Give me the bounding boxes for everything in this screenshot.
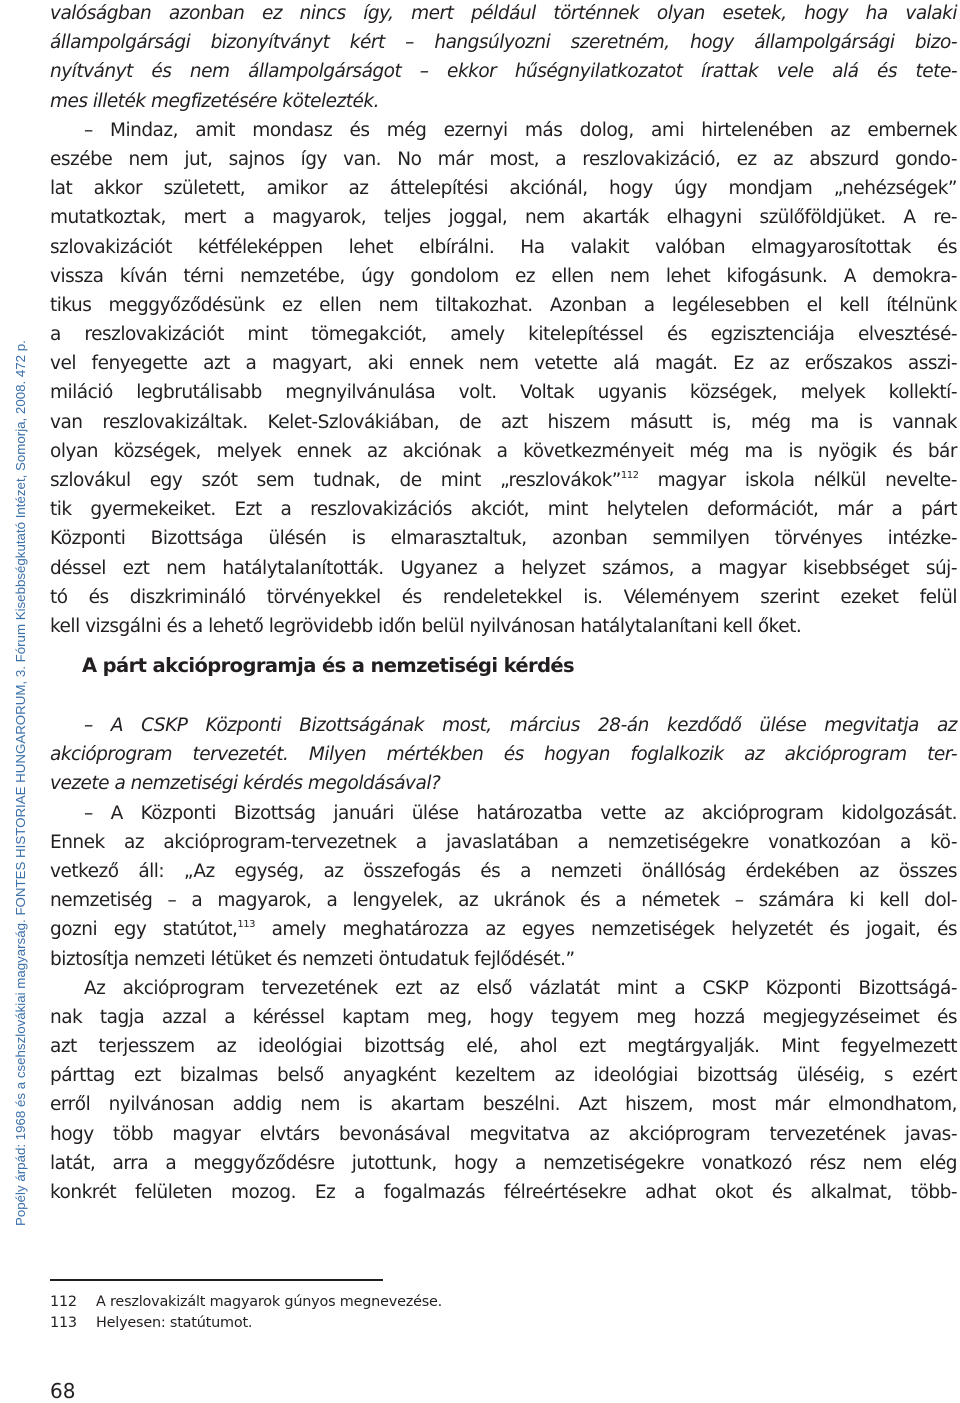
- footnote-text: Helyesen: statútumot.: [96, 1315, 253, 1331]
- text-line: mutatkoztak, mert a magyarok, teljes joggal, nem akarták elhagyni szülőföldjüket. A re-: [50, 207, 957, 229]
- answer-paragraph: [50, 799, 957, 974]
- paragraph-2: [50, 116, 957, 641]
- text-line: erről nyilvánosan addig nem is akartam beszélni. Azt hiszem, most már elmondhatom,: [50, 1094, 957, 1116]
- text-segment: magyar iskola nélkül nevelte-: [638, 470, 957, 491]
- text-line: – Mindaz, amit mondasz és még ezernyi más dolog, ami hirtelenében az embernek: [84, 119, 957, 141]
- citation-sidebar: Popély árpád: 1968 és a csehszlovákiai magyarság. FONTES HISTORIAE HUNGARORUM, 3. Fórum Kisebbségkutató Intézet, Somorja, 2008. 472 p.: [13, 340, 28, 1226]
- text-line: hogy több magyar elvtárs bevonásával megvitatva az akcióprogram tervezetének javas-: [50, 1123, 957, 1145]
- paragraph-1: [50, 0, 957, 116]
- footnote-ref-113[interactable]: 113: [237, 919, 255, 931]
- text-line-footnote-113: [50, 915, 957, 944]
- text-line: vetkező áll: „Az egység, az összefogás és a nemzeti önállóság érdekében az összes: [50, 860, 957, 882]
- footnote-number: 113: [50, 1315, 77, 1331]
- footnote-113: [50, 1313, 252, 1333]
- text-line: konkrét felületen mozog. Ez a fogalmazás félreértésekre adhat okot és alkalmat, több-: [50, 1182, 957, 1203]
- body-text: [50, 0, 957, 641]
- text-line: nak tagja azzal a kéréssel kaptam meg, hogy tegyem meg hozzá megjegyzéseimet és: [50, 1006, 957, 1028]
- text-line: miláció legbrutálisabb megnyilvánulása volt. Voltak ugyanis községek, melyek kollektí-: [50, 382, 957, 404]
- text-line: olyan községek, melyek ennek az akciónak a következményeit még ma is nyögik és bár: [50, 440, 957, 462]
- text-line: lat akkor született, amikor az áttelepítési akciónál, hogy úgy mondjam „nehézségek”: [50, 178, 957, 200]
- text-line: nyítványt és nem állampolgárságot – ekkor hűségnyilatkozatot írattak vele alá és tete-: [50, 61, 957, 83]
- text-line: állampolgársági bizonyítványt kért – hangsúlyozni szeretném, hogy állampolgársági bizo-: [50, 32, 957, 54]
- footnote-divider: [50, 1279, 383, 1281]
- text-line: szlovakizációt kétféleképpen lehet elbírálni. Ha valakit valóban elmagyarosítottak és: [50, 236, 957, 258]
- question-paragraph: [50, 711, 957, 799]
- text-line: valóságban azonban ez nincs így, mert például történnek olyan esetek, hogy ha valaki: [50, 3, 957, 24]
- text-line: Az akcióprogram tervezetének ezt az első vázlatát mint a CSKP Központi Bizottságá-: [84, 977, 957, 999]
- text-line: van reszlovakizáltak. Kelet-Szlovákiában, de azt hiszem másutt is, még ma is vannak: [50, 411, 957, 433]
- text-segment: szlovákul egy szót sem tudnak, de mint „reszlovákok”: [50, 470, 621, 491]
- text-line: latát, arra a meggyőződésre jutottunk, hogy a nemzetiségekre vonatkozó rész nem elég: [50, 1152, 957, 1174]
- footnote-ref-112[interactable]: 112: [620, 470, 639, 481]
- footnote-number: 112: [50, 1294, 77, 1310]
- text-line: tikus meggyőződésünk ez ellen nem tiltakozhat. Azonban a legélesebben el kell ítélnünk: [50, 294, 957, 316]
- text-line: vezete a nemzetiségi kérdés megoldásával?: [50, 773, 441, 795]
- text-line: vel fenyegette azt a magyart, aki ennek nem vetette alá magát. Ez az erőszakos asszi-: [50, 353, 957, 375]
- text-line: párttag ezt bizalmas belső anyagként kezeltem az ideológiai bizottság üléséig, s ezért: [50, 1065, 957, 1087]
- text-line: Központi Bizottsága ülésén is elmarasztaltuk, azonban semmilyen törvényes intézke-: [50, 528, 957, 550]
- paragraph-last: [50, 974, 957, 1208]
- text-segment: amely meghatározza az egyes nemzetiségek helyzetét és jogait, és: [254, 919, 957, 941]
- text-line-footnote-112: [50, 466, 957, 495]
- text-line: eszébe nem jut, sajnos így van. No már most, a reszlovakizáció, ez az abszurd gondo-: [50, 148, 957, 170]
- text-line: mes illeték megfizetésére kötelezték.: [50, 90, 379, 112]
- text-line: – A Központi Bizottság januári ülése határozatba vette az akcióprogram kidolgozását.: [84, 802, 957, 824]
- text-line: vissza kíván térni nemzetébe, úgy gondolom ez ellen nem lehet kifogásunk. A demokra-: [50, 265, 957, 287]
- text-line: akcióprogram tervezetét. Milyen mértékben és hogyan foglalkozik az akcióprogram ter-: [50, 744, 957, 766]
- footnote-112: [50, 1292, 442, 1312]
- text-line: tó és diszkrimináló törvényekkel és rendeletekkel is. Véleményem szerint ezeket felül: [50, 586, 957, 608]
- text-line: nemzetiség – a magyarok, a lengyelek, az ukránok és a németek – számára ki kell dol-: [50, 890, 957, 912]
- footnote-text: A reszlovakizált magyarok gúnyos megnevezése.: [96, 1294, 443, 1310]
- text-line: – A CSKP Központi Bizottságának most, március 28-án kezdődő ülése megvitatja az: [84, 715, 957, 736]
- text-line: Ennek az akcióprogram-tervezetnek a javaslatában a nemzetiségekre vonatkozóan a kö-: [50, 831, 957, 853]
- text-line: azt terjesszem az ideológiai bizottság elé, ahol ezt megtárgyalják. Mint fegyelmezett: [50, 1036, 957, 1058]
- page-number: 68: [50, 1379, 76, 1403]
- body-text-2: [50, 711, 957, 1207]
- text-line: tik gyermekeiket. Ezt a reszlovakizációs akciót, mint helytelen deformációt, már a párt: [50, 499, 957, 521]
- text-segment: gozni egy statútot,: [50, 919, 238, 941]
- section-heading: A párt akcióprogramja és a nemzetiségi kérdés: [82, 654, 575, 677]
- text-line: biztosítja nemzeti létüket és nemzeti öntudatuk fejlődését.”: [50, 948, 575, 970]
- text-line: déssel ezt nem hatálytalanították. Ugyanez a helyzet számos, a magyar kisebbséget súj-: [50, 557, 957, 579]
- text-line: a reszlovakizációt mint tömegakciót, amely kitelepítéssel és egzisztenciája elvesztésé-: [50, 324, 957, 346]
- text-line: kell vizsgálni és a lehető legrövidebb időn belül nyilvánosan hatálytalanítani kell őket.: [50, 615, 802, 637]
